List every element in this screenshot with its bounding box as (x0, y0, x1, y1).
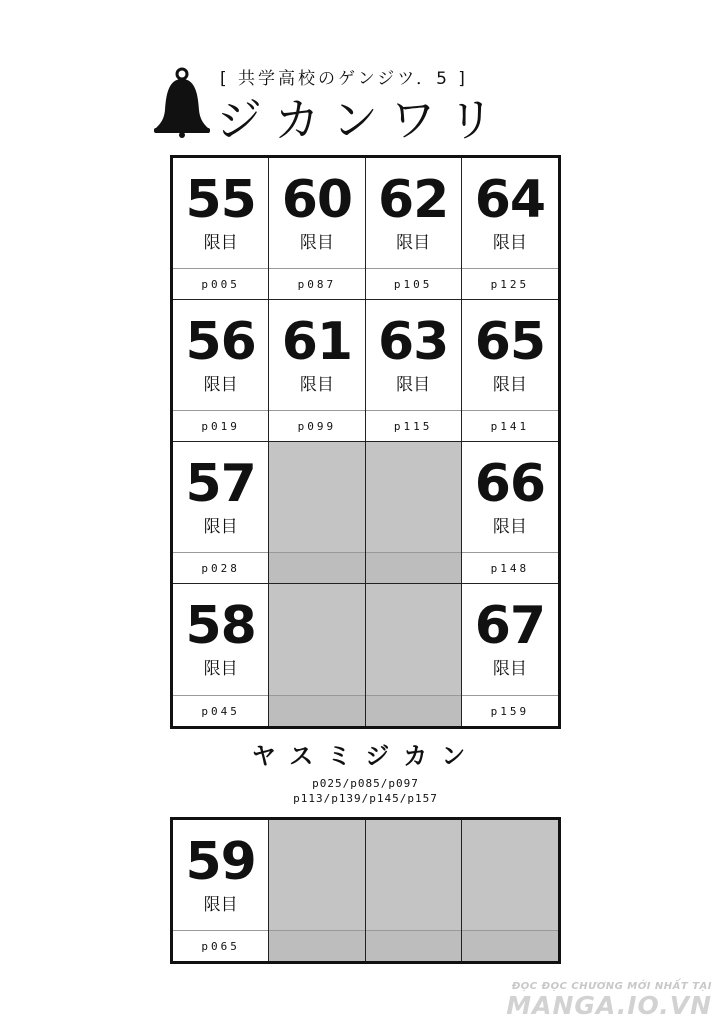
chapter-label: 限目 (492, 375, 527, 395)
chapter-number: 60 (281, 170, 353, 230)
volume-subtitle: [ 共学高校のゲンジツ．5 ] (220, 69, 468, 89)
page-number: p045 (173, 695, 268, 726)
chapter-label: 限目 (203, 375, 238, 395)
break-pages-line-2: p113/p139/p145/p157 (293, 792, 438, 805)
timetable-cell (366, 300, 462, 442)
empty-cell (462, 820, 558, 961)
chapter-label: 限目 (299, 233, 334, 253)
chapter-label: 限目 (396, 375, 431, 395)
timetable-cell (462, 158, 558, 300)
empty-cell (366, 584, 462, 726)
empty-page-strip (269, 695, 364, 726)
bell-icon (154, 66, 210, 138)
page-number: p125 (462, 268, 558, 299)
page-number: p087 (269, 268, 364, 299)
empty-page-strip (366, 695, 461, 726)
chapter-label: 限目 (299, 375, 334, 395)
page-number: p105 (366, 268, 461, 299)
watermark-tagline: ĐỌC ĐỌC CHƯƠNG MỚI NHẤT TẠI (511, 980, 712, 992)
chapter-number: 65 (474, 312, 546, 372)
chapter-label: 限目 (492, 659, 527, 679)
timetable-cell (269, 158, 365, 300)
chapter-number: 67 (474, 596, 546, 656)
empty-cell (269, 584, 365, 726)
watermark-logo: MANGA.IO.VN (506, 990, 712, 1020)
page-number: p159 (462, 695, 558, 726)
timetable-cell (173, 158, 269, 300)
chapter-number: 59 (185, 832, 256, 892)
watermark (506, 981, 712, 1020)
break-pages-line-1: p025/p085/p097 (312, 777, 419, 790)
extra-timetable-row (170, 817, 561, 964)
chapter-number: 58 (185, 596, 256, 656)
empty-cell (269, 442, 365, 584)
chapter-number: 57 (185, 454, 256, 514)
chapter-number: 55 (185, 170, 256, 230)
empty-page-strip (366, 552, 461, 583)
timetable-cell (462, 300, 558, 442)
page-number: p148 (462, 552, 558, 583)
chapter-number: 63 (377, 312, 449, 372)
timetable-cell (366, 158, 462, 300)
timetable-cell (173, 584, 269, 726)
page-title: ジカンワリ (216, 93, 506, 147)
chapter-label: 限目 (203, 233, 238, 253)
chapter-number: 62 (377, 170, 449, 230)
page-number: p065 (173, 930, 268, 961)
page-number: p005 (173, 268, 268, 299)
timetable-grid (170, 155, 561, 729)
timetable-cell (462, 584, 558, 726)
empty-page-strip (269, 930, 364, 961)
break-pages (170, 776, 561, 806)
chapter-number: 64 (474, 170, 546, 230)
chapter-label: 限目 (492, 517, 527, 537)
chapter-label: 限目 (396, 233, 431, 253)
chapter-number: 56 (185, 312, 256, 372)
page-number: p115 (366, 410, 461, 441)
timetable-cell (173, 442, 269, 584)
timetable-cell (173, 820, 269, 961)
chapter-label: 限目 (203, 659, 238, 679)
timetable-cell (173, 300, 269, 442)
empty-page-strip (269, 552, 364, 583)
break-section (170, 744, 561, 806)
chapter-label: 限目 (203, 517, 238, 537)
page-number: p028 (173, 552, 268, 583)
break-title: ヤスミジカン (251, 742, 480, 770)
timetable-cell (269, 300, 365, 442)
chapter-number: 66 (474, 454, 546, 514)
empty-cell (269, 820, 365, 961)
chapter-number: 61 (281, 312, 353, 372)
timetable-cell (462, 442, 558, 584)
chapter-label: 限目 (492, 233, 527, 253)
empty-page-strip (462, 930, 558, 961)
page-header (150, 60, 590, 147)
empty-page-strip (366, 930, 461, 961)
empty-cell (366, 820, 462, 961)
page-number: p141 (462, 410, 558, 441)
chapter-label: 限目 (203, 895, 238, 915)
page-number: p099 (269, 410, 364, 441)
page-number: p019 (173, 410, 268, 441)
empty-cell (366, 442, 462, 584)
